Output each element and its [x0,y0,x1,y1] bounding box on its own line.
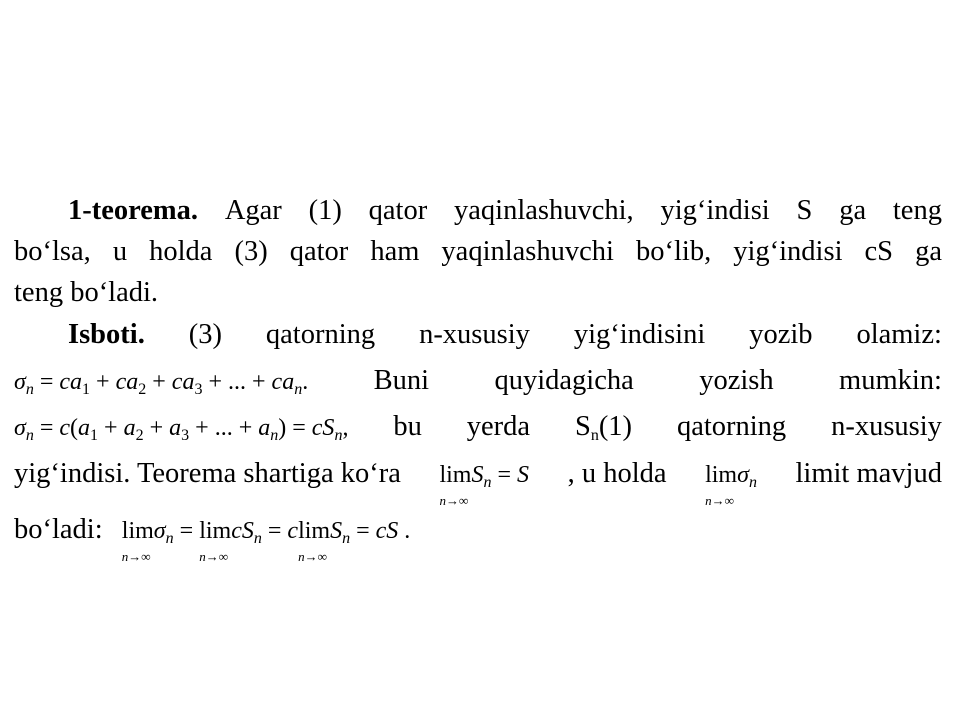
word: S [796,195,813,226]
word: yig‘indisini [573,319,706,350]
lim-operator: lim n→∞ [298,518,331,564]
word: bo‘lsa, [14,236,91,267]
theorem-title: 1-teorema. [68,195,199,226]
word: olamiz: [856,319,942,350]
formula-lim-sn: lim n→∞ $S_n = S$ [439,458,529,492]
word: bo‘lib, [636,236,712,267]
proof-line-3 [14,410,942,445]
word: (1) [308,195,342,226]
text-segment: yig‘indisi. Teorema shartiga ko‘ra [14,458,401,489]
formula-lim-sigma: lim n→∞ $\sigma_n$ [705,458,757,492]
formula-factor-c: $\sigma_n = c(a_1 + a_2 + a_3$ + ... + $a_n) = cS_n$, [14,415,349,444]
word: (3) [234,236,268,267]
proof-line-1 [68,318,942,352]
word: quyidagicha [494,365,634,396]
text-segment: , u holda [567,458,667,489]
word: qatorning [265,319,376,350]
word: n-xususiy [831,411,942,442]
text-segment: limit mavjud [795,458,942,489]
word: u [112,236,128,267]
lim-operator: lim n→∞ [705,462,738,508]
word: Agar [224,195,282,226]
formula-final-limit: lim n→∞ $\sigma_n = \lim$ n→∞ $cS_n = clim$ n→∞ $S_n$ = cS . [122,518,411,544]
proof-title: Isboti. [68,319,145,350]
theorem-line-1 [68,194,942,228]
word: qator [289,236,349,267]
word: yerda [466,411,531,442]
word: mumkin: [839,365,942,396]
word: yaqinlashuvchi, [454,195,634,226]
lim-operator: lim n→∞ [439,462,472,508]
sn-arg: (1) [598,411,633,442]
proof-line-2 [14,364,942,399]
proof-line-4 [14,457,942,508]
word: holda [149,236,213,267]
word: ga [839,195,867,226]
word: n-xususiy [419,319,530,350]
lim-operator: lim n→∞ [121,518,154,564]
word: (3) [188,319,222,350]
theorem-line-2 [14,235,942,269]
word: yig‘indisi [660,195,770,226]
word: cS [864,236,894,267]
lim-operator: lim n→∞ [199,518,232,564]
formula-sigma-sum: $\sigma_n = ca_1 + ca_2 + ca_3$ + ... + $ca_n$. [14,369,309,398]
word: yozib [749,319,813,350]
word: qator [368,195,428,226]
word: yozish [699,365,774,396]
word: ham [370,236,420,267]
word: teng [892,195,942,226]
word: bu [393,411,422,442]
proof-line-5 [14,513,942,564]
word: yaqinlashuvchi [441,236,614,267]
word: ga [915,236,942,267]
theorem-end: teng bo‘ladi. [14,277,159,308]
word: qatorning [676,411,787,442]
sn-reference [575,410,632,444]
text-segment: bo‘ladi: [14,514,103,545]
sn-letter: S [574,411,591,442]
word: yig‘indisi [733,236,843,267]
sn-subscript: n [590,427,599,444]
theorem-line-3 [14,276,942,310]
word: Buni [373,365,430,396]
